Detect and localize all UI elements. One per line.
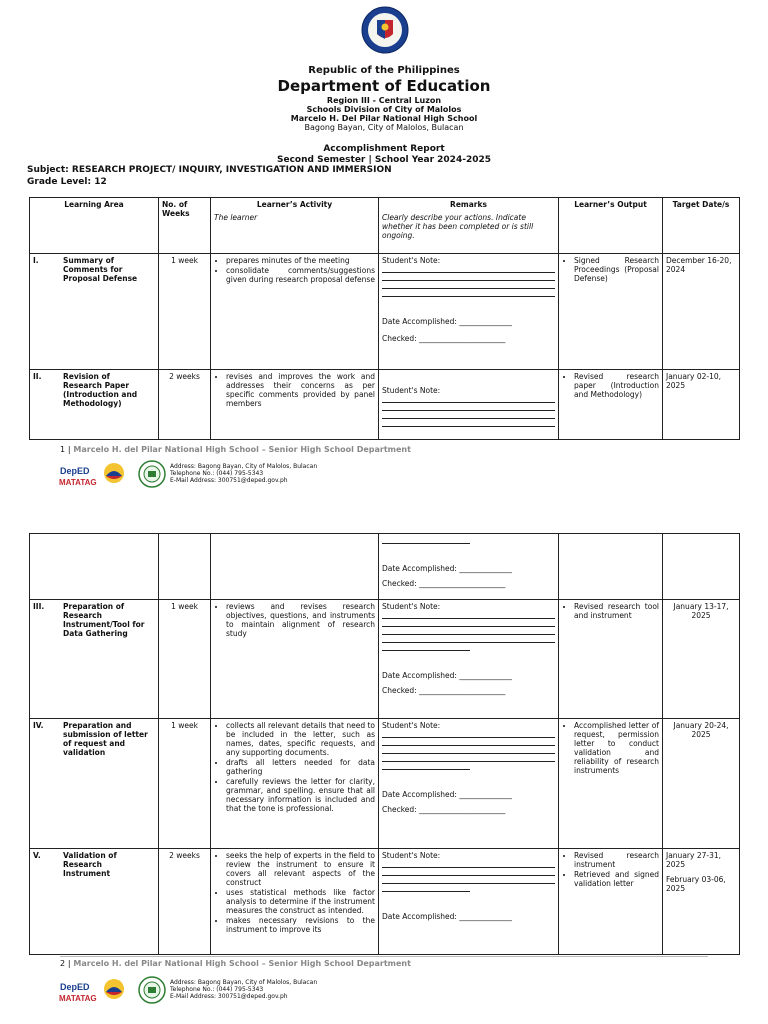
footer-school-dept: 2 | Marcelo H. del Pilar National High School – Senior High School Department (60, 959, 411, 968)
page-2 (0, 532, 768, 1024)
header-activity: Learner’s Activity The learner (211, 198, 379, 254)
note-line[interactable] (382, 730, 555, 738)
header-output: Learner’s Output (559, 198, 663, 254)
weeks-cell: 2 weeks (159, 370, 211, 440)
header-target: Target Date/s (663, 198, 740, 254)
report-title: Accomplishment Report (323, 144, 445, 154)
deped-seal-icon (361, 6, 409, 54)
note-line[interactable] (382, 289, 555, 297)
table-row (30, 719, 740, 849)
report-table-page-1 (29, 197, 740, 440)
date-accomplished[interactable]: Date Accomplished: ______________ (382, 317, 512, 326)
weeks-cell: 1 week (159, 254, 211, 370)
learning-area-cell: I. Summary of Comments for Proposal Defense (30, 254, 159, 370)
note-line[interactable] (382, 746, 555, 754)
output-cell: • Revised research instrument • Retrieved and signed validation letter (559, 849, 663, 955)
target-date-cell: January 13-17, 2025 (663, 600, 740, 719)
activity-cell: • reviews and revises research objectives, questions, and instruments to maintain alignment of research study (211, 600, 379, 719)
note-line[interactable] (382, 611, 555, 619)
remarks-cell (379, 534, 559, 600)
date-accomplished[interactable]: Date Accomplished: ______________ (382, 912, 512, 921)
date-accomplished[interactable]: Date Accomplished: ______________ (382, 564, 512, 573)
weeks-cell: 1 week (159, 719, 211, 849)
checked-field[interactable]: Checked: _______________________ (382, 334, 506, 343)
school-seal-icon (138, 460, 166, 488)
republic-line: Republic of the Philippines (308, 65, 460, 76)
table-row (30, 254, 740, 370)
target-date-cell: January 20-24, 2025 (663, 719, 740, 849)
note-line[interactable] (382, 419, 555, 427)
division-line: Schools Division of City of Malolos (306, 105, 462, 114)
header-learning-area: Learning Area (30, 198, 159, 254)
note-line[interactable] (382, 627, 555, 635)
table-row (30, 849, 740, 955)
activity-cell: • revises and improves the work and addresses their concerns as per specific comments provided by panel members (211, 370, 379, 440)
activity-cell: • collects all relevant details that need to be included in the letter, such as names, dates, specific requests, and any supporting documents. • drafts all letters needed for data gathering • carefully reviews the letter for clarity, grammar, and spelling. ensure that all necessary information is included and that the tone is professional. (211, 719, 379, 849)
subject-line: Subject: RESEARCH PROJECT/ INQUIRY, INVESTIGATION AND IMMERSION (27, 165, 392, 175)
remarks-cell: Student's Note: Date Accomplished: ______________ Checked: _______________________ (379, 600, 559, 719)
output-cell: • Revised research tool and instrument (559, 600, 663, 719)
note-line[interactable] (382, 403, 555, 411)
note-line[interactable] (382, 868, 555, 876)
note-line[interactable] (382, 536, 470, 544)
activity-cell: • prepares minutes of the meeting • consolidate comments/suggestions given during research proposal defense (211, 254, 379, 370)
target-date-cell: January 27-31, 2025 February 03-06, 2025 (663, 849, 740, 955)
checked-field[interactable]: Checked: _______________________ (382, 579, 506, 588)
output-cell: • Signed Research Proceedings (Proposal Defense) (559, 254, 663, 370)
checked-field[interactable]: Checked: _______________________ (382, 686, 506, 695)
weeks-cell: 2 weeks (159, 849, 211, 955)
target-date-cell: December 16-20, 2024 (663, 254, 740, 370)
remarks-cell: Student's Note: Date Accomplished: ______________ Checked: _______________________ (379, 254, 559, 370)
remarks-cell: Student's Note: (379, 370, 559, 440)
activity-cell: • seeks the help of experts in the field to review the instrument to ensure it covers all relevant aspects of the construct • uses statistical methods like factor analysis to determine if the instrument measures the construct as intended. • makes necessary revisions to the instrument to improve its (211, 849, 379, 955)
note-line[interactable] (382, 273, 555, 281)
footer-contact: Address: Bagong Bayan, City of Malolos, Bulacan Telephone No.: (044) 795-5343 E-Mail Address: 300751@deped.gov.ph (170, 979, 318, 1000)
note-line[interactable] (382, 635, 555, 643)
remarks-cell: Student's Note: Date Accomplished: ______________ Checked: _______________________ (379, 719, 559, 849)
table-row (30, 600, 740, 719)
header-weeks: No. of Weeks (159, 198, 211, 254)
note-line[interactable] (382, 411, 555, 419)
table-row (30, 534, 740, 600)
note-line[interactable] (382, 754, 555, 762)
svg-text:MATATAG: MATATAG (59, 478, 97, 487)
deped-matatag-logo-icon (58, 980, 98, 1004)
note-line[interactable] (382, 738, 555, 746)
footer-logos (58, 460, 168, 490)
footer-divider (60, 956, 708, 957)
department-title: Department of Education (277, 77, 491, 95)
target-date-cell: January 02-10, 2025 (663, 370, 740, 440)
note-line[interactable] (382, 395, 555, 403)
school-line: Marcelo H. Del Pilar National High School (290, 114, 478, 123)
report-table-page-2 (29, 533, 740, 955)
date-accomplished[interactable]: Date Accomplished: ______________ (382, 790, 512, 799)
output-cell: • Revised research paper (Introduction and Methodology) (559, 370, 663, 440)
school-seal-icon (138, 976, 166, 1004)
table-header-row (30, 198, 740, 254)
table-row (30, 370, 740, 440)
note-line[interactable] (382, 762, 470, 770)
learning-area-cell: IV. Preparation and submission of letter of request and validation (30, 719, 159, 849)
note-line[interactable] (382, 281, 555, 289)
bagong-pilipinas-logo-icon (102, 978, 126, 1002)
footer-contact: Address: Bagong Bayan, City of Malolos, Bulacan Telephone No.: (044) 795-5343 E-Mail Address: 300751@deped.gov.ph (170, 463, 318, 484)
learning-area-cell: III. Preparation of Research Instrument/Tool for Data Gathering (30, 600, 159, 719)
output-cell: • Accomplished letter of request, permission letter to conduct validation and reliability of research instruments (559, 719, 663, 849)
note-line[interactable] (382, 265, 555, 273)
learning-area-cell: II. Revision of Research Paper (Introduction and Methodology) (30, 370, 159, 440)
grade-level: Grade Level: 12 (27, 177, 107, 187)
page-1 (0, 0, 768, 500)
semester-line: Second Semester | School Year 2024-2025 (277, 155, 491, 165)
svg-text:MATATAG: MATATAG (59, 994, 97, 1003)
deped-matatag-logo-icon (58, 464, 98, 488)
remarks-cell: Student's Note: Date Accomplished: ______________ (379, 849, 559, 955)
checked-field[interactable]: Checked: _______________________ (382, 805, 506, 814)
learning-area-cell: V. Validation of Research Instrument (30, 849, 159, 955)
header-remarks: Remarks Clearly describe your actions. Indicate whether it has been completed or is still ongoing. (379, 198, 559, 254)
note-line[interactable] (382, 643, 470, 651)
weeks-cell: 1 week (159, 600, 211, 719)
note-line[interactable] (382, 860, 555, 868)
region-line: Region III - Central Luzon (326, 96, 442, 105)
note-line[interactable] (382, 884, 470, 892)
bagong-pilipinas-logo-icon (102, 462, 126, 486)
note-line[interactable] (382, 876, 555, 884)
footer-school-dept: 1 | Marcelo H. del Pilar National High School – Senior High School Department (60, 445, 411, 454)
date-accomplished[interactable]: Date Accomplished: ______________ (382, 671, 512, 680)
footer-logos (58, 976, 168, 1006)
svg-text:DepED: DepED (60, 982, 90, 992)
note-line[interactable] (382, 619, 555, 627)
svg-text:DepED: DepED (60, 466, 90, 476)
school-address: Bagong Bayan, City of Malolos, Bulacan (304, 123, 464, 132)
